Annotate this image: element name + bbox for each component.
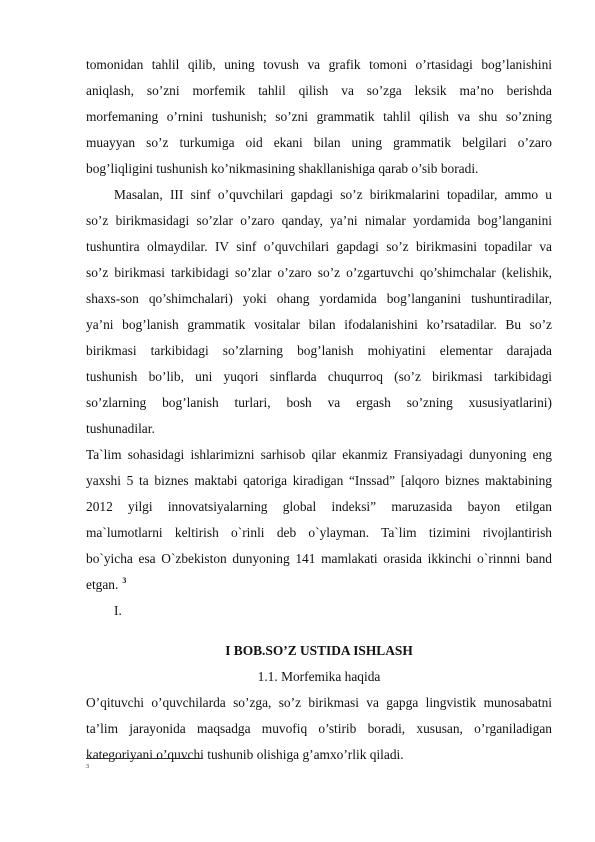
paragraph-line: shaxs-son qo’shimchalari) yoki ohang yordamida bog’langanini tushuntiradilar,	[86, 291, 552, 306]
paragraph-line-with-footnote	[86, 576, 552, 594]
footnote-reference[interactable]: 3	[122, 576, 127, 585]
paragraph-line: kategoriyani o’quvchi tushunib olishiga g’amxo’rlik qiladi.	[86, 747, 404, 762]
paragraph-line: tushuntira olmaydilar. IV sinf o’quvchilari gapdagi so’z birikmasini topadilar va	[86, 239, 552, 254]
paragraph-line: Ta`lim sohasidagi ishlarimizni sarhisob qilar ekanmiz Fransiyadagi dunyoning eng	[86, 447, 552, 462]
paragraph-line: yaxshi 5 ta biznes maktabi qatoriga kiradigan “Inssad” [alqoro biznes maktabining	[86, 473, 552, 488]
paragraph-line: bog’liqligini tushunish ko’nikmasining shakllanishiga qarab o’sib boradi.	[86, 161, 479, 176]
paragraph-line: ya’ni bog’lanish grammatik vositalar bilan ifodalanishini ko’rsatadilar. Bu so’z	[86, 317, 552, 332]
paragraph-line: so’z birikmasidagi so’zlar o’zaro qanday, ya’ni nimalar yordamida bog’langanini	[86, 213, 552, 228]
paragraph-line: ma`lumotlarni keltirish o`rinli deb o`ylayman. Ta`lim tizimini rivojlantirish	[86, 525, 552, 540]
paragraph-line: O’qituvchi o’quvchilarda so’zga, so’z birikmasi va gapga lingvistik munosabatni	[86, 695, 552, 710]
paragraph-line: tomonidan tahlil qilib, uning tovush va grafik tomoni o’rtasidagi bog’lanishini	[86, 57, 552, 72]
footnote-divider	[86, 758, 202, 759]
paragraph-line: so’z birikmasi tarkibidagi so’zlar o’zaro so’z o’zgartuvchi qo’shimchalar (kelishik,	[86, 265, 552, 280]
footnote-mark: 3	[86, 764, 89, 770]
paragraph-line: so’zlarning bog’lanish turlari, bosh va ergash so’zning xususiyatlarini)	[86, 395, 552, 410]
paragraph-line: muayyan so’z turkumiga oid ekani bilan uning grammatik belgilari o’zaro	[86, 135, 552, 150]
paragraph-line-text: etgan.	[86, 577, 119, 592]
paragraph-line: ta’lim jarayonida maqsadga muvofiq o’stirib boradi, xususan, o’rganiladigan	[86, 721, 552, 736]
roman-numeral: I.	[114, 603, 122, 618]
paragraph-line: morfemaning o’rnini tushunish; so’zni grammatik tahlil qilish va shu so’zning	[86, 109, 552, 124]
paragraph-line: aniqlash, so’zni morfemik tahlil qilish va so’zga leksik ma’no berishda	[86, 83, 552, 98]
paragraph-line: tushunadilar.	[86, 421, 155, 436]
paragraph-line: 2012 yilgi innovatsiyalarning global indeksi” maruzasida bayon etilgan	[86, 499, 552, 514]
chapter-title: I BOB.SO’Z USTIDA ISHLASH	[225, 643, 413, 658]
paragraph-line: birikmasi tarkibidagi so’zlarning bog’lanish mohiyatini elementar darajada	[86, 343, 552, 358]
section-title: 1.1. Morfemika haqida	[257, 669, 381, 684]
paragraph-line: tushunish bo’lib, uni yuqori sinflarda chuqurroq (so’z birikmasi tarkibidagi	[86, 369, 552, 384]
paragraph-line: bo`yicha esa O`zbekiston dunyoning 141 mamlakati orasida ikkinchi o`rinnni band	[86, 551, 552, 566]
paragraph-line: Masalan, III sinf o’quvchilari gapdagi so’z birikmalarini topadilar, ammo u	[114, 187, 552, 202]
